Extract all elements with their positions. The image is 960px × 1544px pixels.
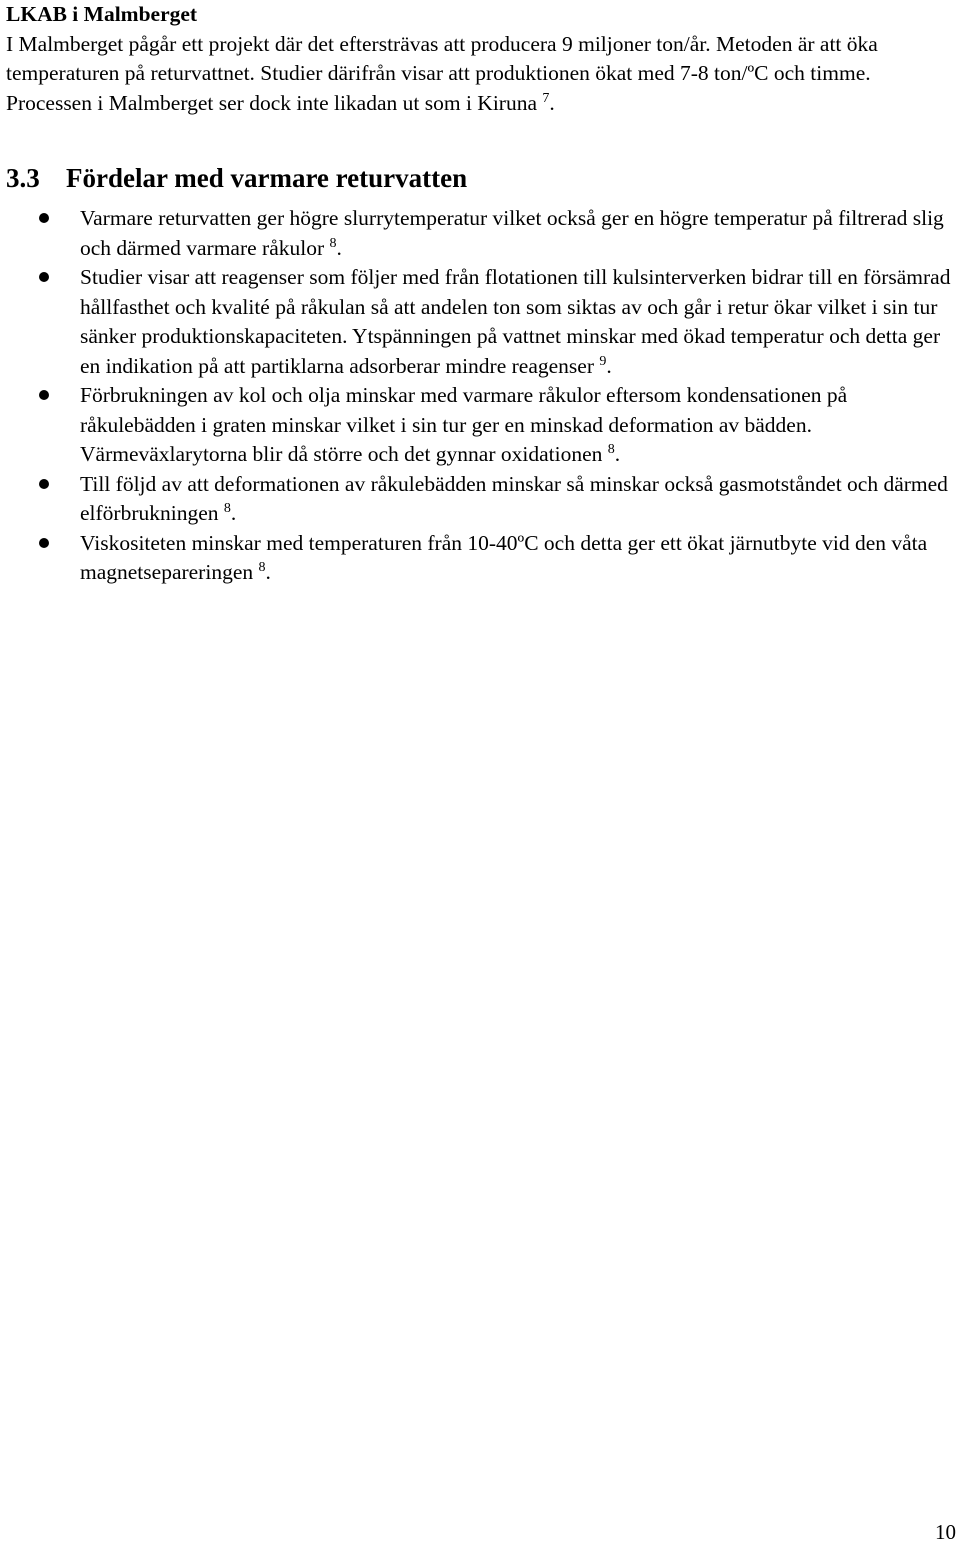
bullet-text: Varmare returvatten ger högre slurrytemperatur vilket också ger en högre temperatur på filtrerad slig och därmed varmare råkulor: [80, 206, 944, 260]
bullet-item: [0, 470, 956, 529]
bullet-item: [0, 263, 956, 381]
page-number: 10: [935, 1520, 956, 1544]
reference-superscript: 8: [329, 235, 337, 251]
reference-superscript: 7: [542, 90, 550, 106]
bullet-item: [0, 381, 956, 470]
bullet-text: Studier visar att reagenser som följer med från flotationen till kulsinterverken bidrar till en försämrad hållfasthet och kvalité på råkulan så att andelen ton som siktas av och går i retur ökar vilket i sin tur sänker produktionskapaciteten. Ytspänningen på vattnet minskar med ökad temperatur och detta ger en indikation på att partiklarna adsorberar mindre reagenser: [80, 265, 951, 378]
bullet-text: Till följd av att deformationen av råkulebädden minskar så minskar också gasmotståndet och därmed elförbrukningen: [80, 471, 948, 525]
reference-superscript: 8: [258, 560, 266, 575]
bullet-end: .: [230, 501, 237, 525]
section-title: [6, 158, 467, 198]
reference-superscript: 8: [223, 501, 231, 516]
bullet-item: [0, 204, 956, 263]
bullet-icon: [39, 538, 49, 548]
bullet-item: [0, 529, 956, 588]
intro-block: [6, 0, 956, 118]
intro-paragraph: [6, 30, 956, 119]
bullet-end: .: [336, 235, 342, 260]
subheading: LKAB i Malmberget: [6, 2, 198, 26]
bullet-icon: [39, 272, 49, 282]
bullet-icon: [39, 213, 49, 223]
bullet-text: Viskositeten minskar med temperaturen från 10-40ºC och detta ger ett ökat järnutbyte vid den våta magnetsepareringen: [80, 530, 928, 584]
bullet-end: .: [265, 560, 271, 584]
bullet-end: .: [614, 442, 621, 466]
reference-superscript: 8: [607, 442, 615, 457]
intro-text: I Malmberget pågår ett projekt där det eftersträvas att producera 9 miljoner ton/år. Metoden är att öka temperaturen på returvattnet. Studier därifrån visar att produktionen ökat med 7-8 ton/ºC och timme. Processen i Malmberget ser dock inte likadan ut som i Kiruna: [6, 31, 878, 115]
intro-end: .: [549, 90, 555, 115]
section-title-text: Fördelar med varmare returvatten: [66, 163, 468, 193]
bullet-icon: [39, 479, 49, 489]
reference-superscript: 9: [599, 353, 607, 369]
bullet-list: [0, 204, 956, 588]
section-number: 3.3: [6, 163, 40, 193]
bullet-text: Förbrukningen av kol och olja minskar med varmare råkulor eftersom kondensationen på råkulebädden i graten minskar vilket i sin tur ger en minskad deformation av bädden. Värmeväxlarytorna blir då större och det gynnar oxidationen: [80, 383, 848, 466]
bullet-end: .: [606, 353, 612, 378]
bullet-icon: [39, 390, 49, 400]
